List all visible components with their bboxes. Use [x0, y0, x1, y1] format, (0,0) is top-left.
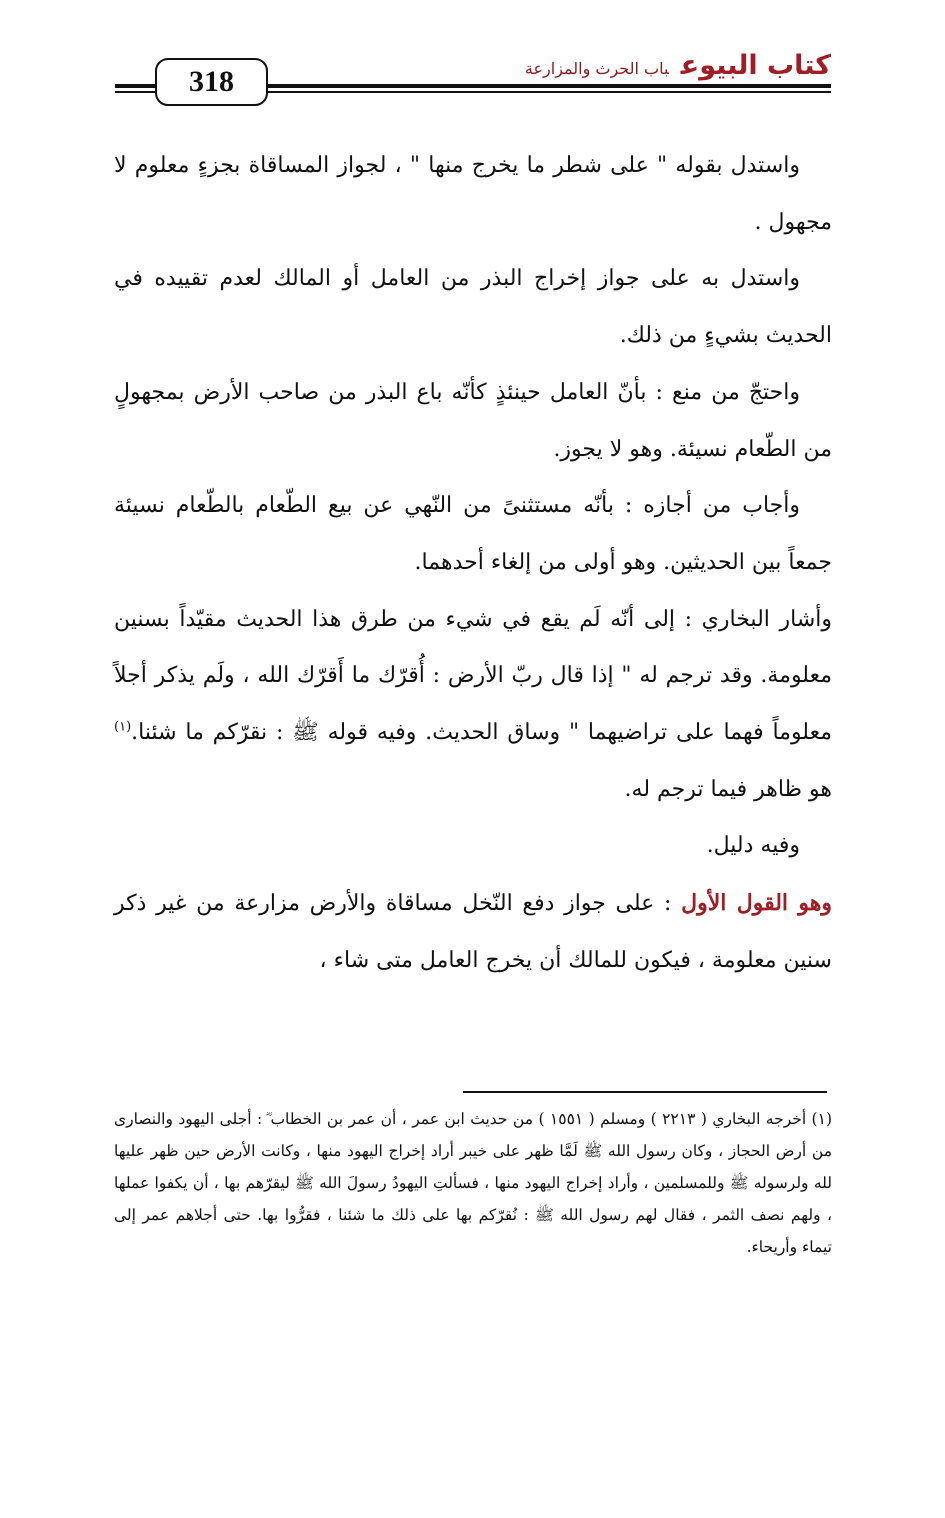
- chapter-title: باب الحرث والمزارعة: [524, 59, 669, 78]
- paragraph: وأجاب من أجازه : بأنّه مستثنىً من النّهي عن بيع الطّعام بالطّعام نسيئة جمعاً بين الحديثين. وهو أولى من إلغاء أحدهما.: [114, 493, 832, 575]
- running-title: [525, 46, 831, 89]
- footnote-reference[interactable]: (١): [114, 719, 132, 735]
- paragraph: واستدل بقوله " على شطر ما يخرج منها " ، لجواز المساقاة بجزءٍ معلوم لا مجهول .: [114, 153, 832, 235]
- footnote: (١) أخرجه البخاري ( ٢٢١٣ ) ومسلم ( ١٥٥١ ) من حديث ابن عمر ، أن عمر بن الخطاب ؓ : أجلى اليهود والنصارى من أرض الحجاز ، وكان رسول الله ﷺ لَمَّا ظهر على خيبر أراد إخراج اليهود منها ، وكانت الأرض حين ظهر عليها لله ولرسوله ﷺ وللمسلمين ، وأراد إخراج اليهود منها ، فسألتِ اليهودُ رسولَ الله ﷺ ليقرّهم بها ، أن يكفوا عملها ، ولهم نصف الثمر ، فقال لهم رسول الله ﷺ : نُقرّكم بها على ذلك ما شئنا ، فقرُّوا بها. حتى أجلاهم عمر إلى تيماء وأريحاء.: [114, 1110, 832, 1256]
- main-text: [114, 138, 832, 990]
- paragraph: واستدل به على جواز إخراج البذر من العامل أو المالك لعدم تقييده في الحديث بشيءٍ من ذلك.: [114, 266, 832, 349]
- page-header: [0, 0, 945, 115]
- first-opinion-heading: وهو القول الأول: [681, 890, 832, 917]
- book-title: كتاب البيوع: [680, 50, 831, 81]
- paragraph: وفيه دليل.: [706, 833, 800, 859]
- paragraph-text: وأشار البخاري : إلى أنّه لَم يقع في شيء من طرق هذا الحديث مقيّداً بسنين معلومة. وقد ترجم له " إذا قال ربّ الأرض : أُقرّك ما أَقرّك الله ، ولَم يذكر أجلاً معلوماً فهما على تراضيهما " وساق الحديث. وفيه قوله ﷺ : نقرّكم ما شئنا.: [114, 606, 832, 746]
- paragraph: واحتجّ من منع : بأنّ العامل حينئذٍ كأنّه باع البذر من صاحب الأرض بمجهولٍ من الطّعام نسيئة. وهو لا يجوز.: [114, 379, 832, 462]
- page-number-box: [155, 58, 268, 106]
- paragraph-text: : على جواز دفع النّخل مساقاة والأرض مزارعة من غير ذكر سنين معلومة ، فيكون للمالك أن يخرج العامل متى شاء ،: [114, 891, 832, 973]
- footnote-separator: [463, 1091, 827, 1093]
- paragraph-text-continued: هو ظاهر فيما ترجم له.: [624, 776, 832, 802]
- paragraph-with-footnote: [114, 592, 832, 819]
- page-number: 318: [189, 65, 234, 98]
- paragraph-first-opinion: [114, 875, 832, 989]
